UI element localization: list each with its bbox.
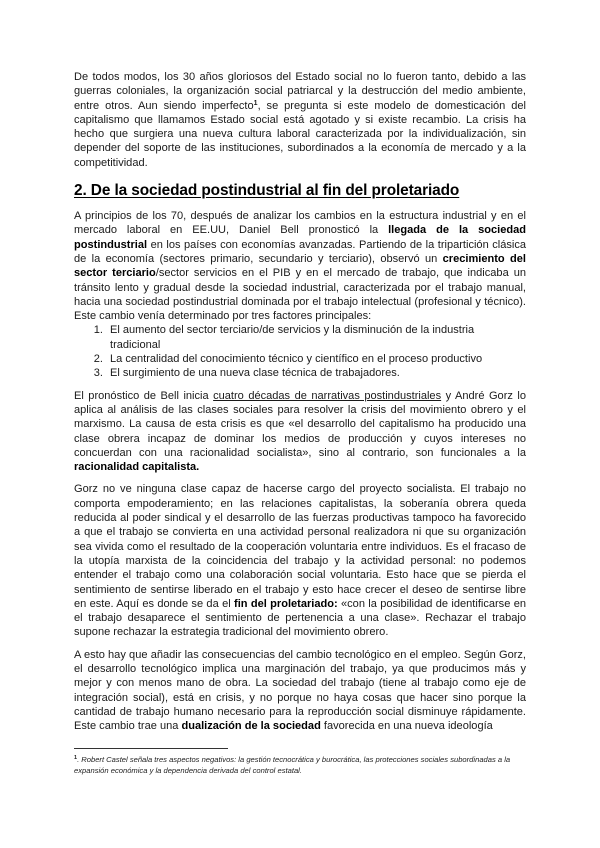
gorz-text-1: Gorz no ve ninguna clase capaz de hacerse cargo del proyecto socialista. El trabajo no comporta empoderamiento; en las relaciones capitalistas, la soberanía obrera queda reducida al poder sindical y el desarrollo de las fuerzas productivas tampoco ha favorecido a que el trabajo se convierta en una actividad personal realizadora ni que su organización sea vivida como el resultado de la cooperación voluntaria entre individuos. Es el fracaso de la utopía marxista de la coincidencia del trabajo y la actividad personal: no podemos entender el trabajo como una colaboración social voluntaria. Esto hace que se pierda el sentimiento de sentirse liberado en el trabajo y esto hace crecer el deseo de sentirse libre en este. Aquí es donde se da el [74, 483, 526, 610]
footnote-reference[interactable]: 1 [253, 99, 258, 107]
footnote-number: 1 [74, 755, 78, 761]
tecnologia-text-2: favorecida en una nueva ideología [320, 720, 493, 733]
narrativas-underlined: cuatro décadas de narrativas postindustriales [213, 389, 442, 402]
factor-item: 2. La centralidad del conocimiento técnico y científico en el proceso productivo [106, 352, 526, 366]
factors-list [74, 323, 526, 380]
bell-bold-postindustrial: llegada de la sociedad postindustrial [74, 224, 526, 251]
bell-text-3: /sector servicios en el PIB y en el mercado de trabajo, que indicaba un tránsito lento y gradual desde la sociedad industrial, caracterizada por el trabajo manual, hacia una sociedad postindustrial dominada por el trabajo intelectual (profesional y técnico). Este cambio venía determinado por tres factores principales: [74, 267, 526, 323]
paragraph-tecnologia [74, 648, 526, 734]
factor-item: 3. El surgimiento de una nueva clase técnica de trabajadores. [106, 366, 526, 380]
footnote [74, 754, 526, 776]
gorz-text-2: «con la posibilidad de identificarse en el trabajo desaparece el sentimiento de pertenencia a una clase». Rechazar el trabajo supone rechazar la estrategia tradicional del movimiento obrero. [74, 597, 526, 639]
fin-proletariado-bold: fin del proletariado: [234, 597, 338, 610]
racionalidad-bold: racionalidad capitalista. [74, 461, 200, 474]
tecnologia-text-1: A esto hay que añadir las consecuencias del cambio tecnológico en el empleo. Según Gorz, el desarrollo tecnológico implica una marginación del trabajo, ya que producimos más y mejor y con menos mano de obra. La sociedad del trabajo (tiene al trabajo como eje de integración social), está en crisis, y no porque no haya cosas que hacer sino porque la cantidad de trabajo humano necesario para la reproducción social disminuye rápidamente. Este cambio trae una [74, 648, 526, 733]
factor-item: 1. El aumento del sector terciario/de servicios y la disminución de la industria tradicional [106, 323, 526, 352]
bell-text-1: A principios de los 70, después de analizar los cambios en la estructura industrial y en el mercado laboral en EE.UU, Daniel Bell pronosticó la [74, 210, 526, 237]
bell-bold-terciario: crecimiento del sector terciario [74, 252, 526, 280]
gorz-intro-text-2: y André Gorz lo aplica al análisis de las clases sociales para resolver la crisis del movimiento obrero y el marxismo. La causa de esta crisis es que «el desarrollo del capitalismo ha producido una clase obrera incapaz de dominar los medios de producción y cuyos intereses no concuerdan con una racionalidad socialista», sino al contrario, son funcionales a la [74, 389, 526, 459]
dualizacion-bold: dualización de la sociedad [181, 720, 321, 733]
footnote-divider [74, 748, 228, 749]
bell-text-2: en los países con economías avanzadas. Partiendo de la tripartición clásica de la economía (sectores primario, secundario y terciario), observó un [74, 238, 526, 265]
paragraph-gorz-intro [74, 389, 526, 475]
paragraph-gorz-proletariado [74, 482, 526, 639]
footnote-text: . Robert Castel señala tres aspectos negativos: la gestión tecnocrática y burocrática, las protecciones sociales subordinadas a la expansión económica y la dependencia derivada del control estatal. [74, 755, 511, 775]
paragraph-bell [74, 209, 526, 323]
section-heading: 2. De la sociedad postindustrial al fin del proletariado [74, 182, 460, 200]
intro-text-2: , se pregunta si este modelo de domesticación del capitalismo que llamamos Estado social está agotado y si existe recambio. La crisis ha hecho que surgiera una nueva cultura laboral caracterizada por la individualización, sin depender del soporte de las instituciones, subordinados a la economía de mercado y a la competitividad. [74, 99, 526, 169]
gorz-intro-text-1: El pronóstico de Bell inicia [74, 389, 214, 402]
document-page [74, 70, 526, 733]
intro-paragraph [74, 70, 526, 170]
intro-text-1: De todos modos, los 30 años gloriosos del Estado social no lo fueron tanto, debido a las guerras coloniales, la organización social patriarcal y la destrucción del medio ambiente, entre otros. Aun siendo imperfecto [74, 71, 526, 112]
